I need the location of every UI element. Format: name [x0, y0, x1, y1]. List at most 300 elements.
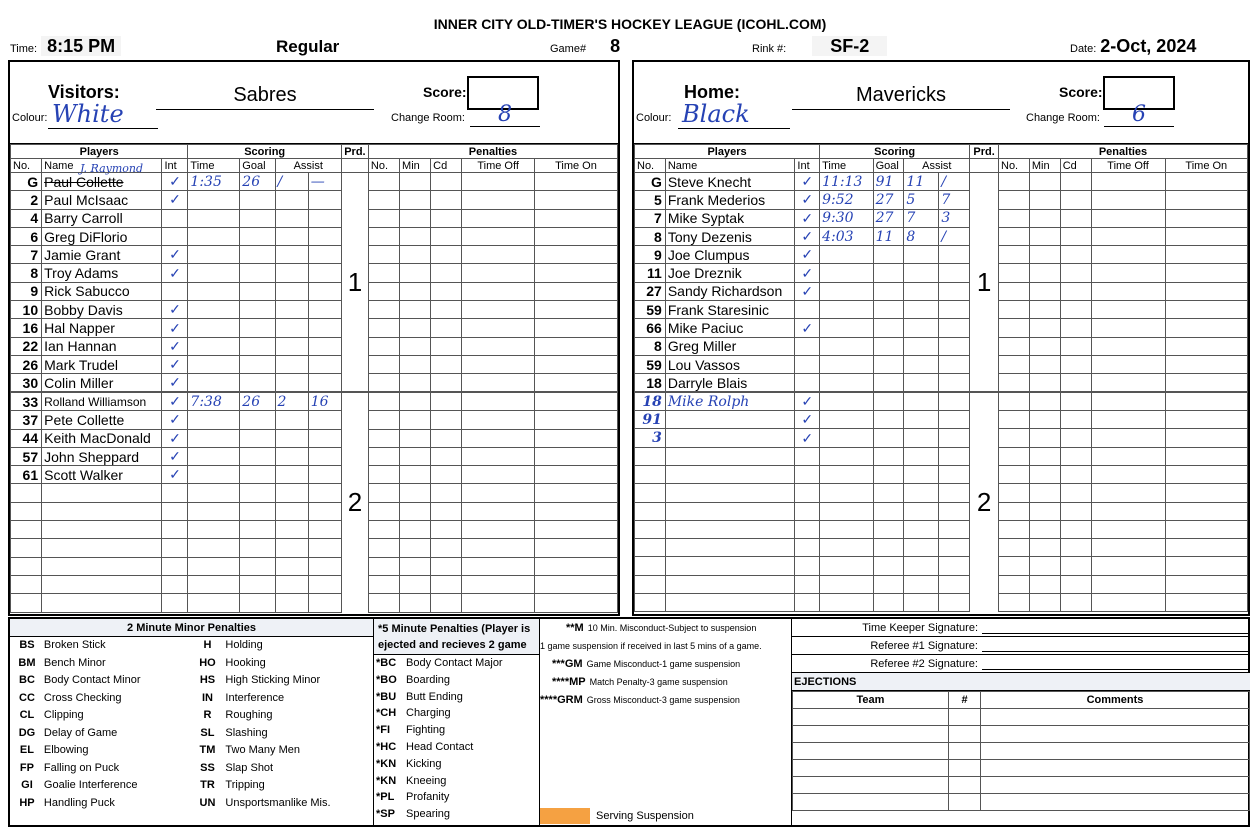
penalty-cell[interactable] — [1060, 227, 1091, 245]
penalty-cell[interactable] — [1165, 209, 1247, 227]
penalty-cell[interactable] — [999, 246, 1030, 264]
player-in-check[interactable] — [795, 484, 820, 502]
scoring-a2[interactable] — [308, 484, 341, 502]
scoring-a1[interactable] — [904, 557, 939, 575]
player-in-check[interactable]: ✓ — [162, 447, 188, 465]
player-number[interactable] — [635, 520, 666, 538]
penalty-cell[interactable] — [999, 374, 1030, 392]
scoring-goal[interactable] — [873, 319, 904, 337]
player-name[interactable]: Keith MacDonald — [42, 429, 162, 447]
scoring-a2[interactable] — [939, 246, 970, 264]
player-number[interactable]: 8 — [635, 227, 666, 245]
player-number[interactable]: 9 — [635, 246, 666, 264]
scoring-a1[interactable] — [275, 264, 308, 282]
player-name[interactable]: Ian Hannan — [42, 337, 162, 355]
penalty-cell[interactable] — [462, 392, 535, 411]
penalty-cell[interactable] — [1060, 246, 1091, 264]
scoring-a2[interactable] — [939, 264, 970, 282]
scoring-time[interactable] — [188, 484, 240, 502]
scoring-a1[interactable] — [904, 392, 939, 411]
penalty-cell[interactable] — [462, 466, 535, 484]
player-name[interactable]: Steve Knecht — [665, 173, 795, 191]
scoring-goal[interactable] — [873, 355, 904, 373]
player-number[interactable]: 59 — [635, 355, 666, 373]
penalty-cell[interactable] — [462, 521, 535, 539]
penalty-cell[interactable] — [1060, 191, 1091, 209]
scoring-goal[interactable] — [873, 282, 904, 300]
penalty-cell[interactable] — [999, 447, 1030, 465]
scoring-time[interactable] — [188, 521, 240, 539]
scoring-time[interactable]: 4:03 — [820, 227, 873, 245]
penalty-cell[interactable] — [368, 411, 399, 429]
player-in-check[interactable] — [795, 465, 820, 483]
penalty-cell[interactable] — [368, 466, 399, 484]
penalty-cell[interactable] — [1091, 520, 1165, 538]
scoring-a2[interactable] — [939, 301, 970, 319]
scoring-a2[interactable] — [308, 209, 341, 227]
scoring-goal[interactable] — [240, 521, 275, 539]
scoring-time[interactable] — [188, 502, 240, 520]
scoring-a2[interactable] — [308, 301, 341, 319]
player-in-check[interactable] — [795, 301, 820, 319]
player-name[interactable] — [665, 484, 795, 502]
player-number[interactable] — [635, 557, 666, 575]
penalty-cell[interactable] — [1091, 392, 1165, 411]
scoring-a1[interactable] — [275, 557, 308, 575]
player-in-check[interactable]: ✓ — [162, 374, 188, 393]
penalty-cell[interactable] — [462, 502, 535, 520]
player-number[interactable] — [11, 521, 42, 539]
penalty-cell[interactable] — [431, 191, 462, 209]
penalty-cell[interactable] — [431, 246, 462, 264]
scoring-a1[interactable] — [275, 301, 308, 319]
player-in-check[interactable] — [162, 594, 188, 612]
scoring-time[interactable] — [820, 355, 873, 373]
penalty-cell[interactable] — [1091, 282, 1165, 300]
penalty-cell[interactable] — [1029, 191, 1060, 209]
penalty-cell[interactable] — [400, 557, 431, 575]
penalty-cell[interactable] — [462, 173, 535, 191]
scoring-a2[interactable]: — — [308, 173, 341, 191]
scoring-a2[interactable] — [939, 575, 970, 593]
scoring-a1[interactable] — [275, 575, 308, 593]
scoring-a2[interactable] — [308, 191, 341, 209]
player-number[interactable]: 18 — [635, 392, 666, 411]
scoring-a1[interactable] — [275, 282, 308, 300]
scoring-time[interactable]: 1:35 — [188, 173, 240, 191]
player-number[interactable]: 37 — [11, 411, 42, 429]
penalty-cell[interactable] — [999, 520, 1030, 538]
penalty-cell[interactable] — [534, 447, 617, 465]
player-name[interactable]: Darryle Blais — [665, 374, 795, 392]
scoring-time[interactable] — [820, 484, 873, 502]
scoring-a2[interactable] — [308, 411, 341, 429]
player-number[interactable]: 18 — [635, 374, 666, 392]
penalty-cell[interactable] — [368, 484, 399, 502]
penalty-cell[interactable] — [431, 301, 462, 319]
scoring-time[interactable]: 9:52 — [820, 191, 873, 209]
penalty-cell[interactable] — [534, 374, 617, 393]
scoring-a1[interactable] — [904, 319, 939, 337]
scoring-a2[interactable] — [939, 411, 970, 429]
player-name[interactable] — [42, 521, 162, 539]
scoring-a2[interactable] — [308, 227, 341, 245]
scoring-time[interactable] — [820, 502, 873, 520]
penalty-cell[interactable] — [1060, 557, 1091, 575]
penalty-cell[interactable] — [534, 502, 617, 520]
scoring-time[interactable] — [820, 264, 873, 282]
scoring-time[interactable] — [188, 319, 240, 337]
scoring-a1[interactable] — [275, 374, 308, 393]
scoring-a1[interactable]: / — [275, 173, 308, 191]
player-number[interactable] — [11, 575, 42, 593]
visitors-team-name[interactable]: Sabres — [156, 84, 374, 110]
scoring-goal[interactable] — [240, 264, 275, 282]
player-name[interactable] — [42, 557, 162, 575]
penalty-cell[interactable] — [1091, 374, 1165, 392]
player-name[interactable]: Mike Syptak — [665, 209, 795, 227]
penalty-cell[interactable] — [462, 575, 535, 593]
penalty-cell[interactable] — [1060, 301, 1091, 319]
penalty-cell[interactable] — [1091, 355, 1165, 373]
scoring-goal[interactable] — [873, 301, 904, 319]
penalty-cell[interactable] — [1060, 282, 1091, 300]
player-in-check[interactable] — [795, 520, 820, 538]
scoring-a1[interactable] — [904, 411, 939, 429]
penalty-cell[interactable] — [1091, 337, 1165, 355]
player-number[interactable] — [11, 594, 42, 612]
scoring-a1[interactable] — [275, 484, 308, 502]
penalty-cell[interactable] — [400, 466, 431, 484]
penalty-cell[interactable] — [534, 355, 617, 373]
home-team-name[interactable]: Mavericks — [792, 84, 1010, 110]
player-number[interactable]: 9 — [11, 282, 42, 300]
player-name[interactable] — [665, 502, 795, 520]
penalty-cell[interactable] — [368, 575, 399, 593]
penalty-cell[interactable] — [1091, 319, 1165, 337]
player-in-check[interactable] — [795, 557, 820, 575]
scoring-a2[interactable] — [308, 374, 341, 393]
scoring-a1[interactable] — [904, 337, 939, 355]
penalty-cell[interactable] — [1029, 520, 1060, 538]
penalty-cell[interactable] — [368, 447, 399, 465]
penalty-cell[interactable] — [368, 301, 399, 319]
player-in-check[interactable]: ✓ — [162, 337, 188, 355]
scoring-goal[interactable]: 26 — [240, 392, 275, 411]
scoring-goal[interactable] — [240, 447, 275, 465]
penalty-cell[interactable] — [400, 429, 431, 447]
penalty-cell[interactable] — [462, 227, 535, 245]
scoring-goal[interactable] — [240, 337, 275, 355]
player-name[interactable] — [42, 594, 162, 612]
player-number[interactable]: 6 — [11, 227, 42, 245]
penalty-cell[interactable] — [400, 319, 431, 337]
penalty-cell[interactable] — [400, 521, 431, 539]
penalty-cell[interactable] — [400, 392, 431, 411]
penalty-cell[interactable] — [368, 209, 399, 227]
penalty-cell[interactable] — [999, 301, 1030, 319]
scoring-time[interactable] — [188, 355, 240, 373]
penalty-cell[interactable] — [1060, 465, 1091, 483]
penalty-cell[interactable] — [1091, 264, 1165, 282]
player-name[interactable] — [665, 575, 795, 593]
penalty-cell[interactable] — [999, 227, 1030, 245]
player-name[interactable]: Barry Carroll — [42, 209, 162, 227]
scoring-time[interactable] — [820, 411, 873, 429]
scoring-goal[interactable] — [873, 264, 904, 282]
penalty-cell[interactable] — [368, 502, 399, 520]
penalty-cell[interactable] — [1165, 575, 1247, 593]
scoring-a1[interactable] — [904, 447, 939, 465]
player-in-check[interactable]: ✓ — [795, 411, 820, 429]
scoring-goal[interactable] — [873, 246, 904, 264]
signature-line[interactable] — [982, 637, 1250, 652]
scoring-goal[interactable] — [240, 374, 275, 393]
player-in-check[interactable]: ✓ — [795, 282, 820, 300]
penalty-cell[interactable] — [1091, 301, 1165, 319]
scoring-a1[interactable] — [275, 191, 308, 209]
player-in-check[interactable] — [162, 575, 188, 593]
player-name[interactable]: Paul Collette — [42, 173, 162, 191]
penalty-cell[interactable] — [534, 337, 617, 355]
player-number[interactable]: 44 — [11, 429, 42, 447]
scoring-a2[interactable]: / — [939, 173, 970, 191]
player-name[interactable] — [42, 575, 162, 593]
player-number[interactable] — [11, 484, 42, 502]
player-in-check[interactable] — [162, 209, 188, 227]
player-in-check[interactable] — [795, 447, 820, 465]
scoring-a1[interactable] — [904, 594, 939, 612]
scoring-time[interactable] — [820, 575, 873, 593]
scoring-a1[interactable] — [275, 355, 308, 373]
penalty-cell[interactable] — [400, 594, 431, 612]
penalty-cell[interactable] — [1165, 246, 1247, 264]
penalty-cell[interactable] — [368, 264, 399, 282]
penalty-cell[interactable] — [1165, 374, 1247, 392]
player-in-check[interactable] — [162, 521, 188, 539]
scoring-time[interactable] — [188, 301, 240, 319]
scoring-goal[interactable]: 91 — [873, 173, 904, 191]
penalty-cell[interactable] — [999, 319, 1030, 337]
penalty-cell[interactable] — [400, 264, 431, 282]
scoring-goal[interactable] — [240, 191, 275, 209]
penalty-cell[interactable] — [1029, 209, 1060, 227]
scoring-time[interactable] — [188, 282, 240, 300]
penalty-cell[interactable] — [462, 539, 535, 557]
scoring-goal[interactable] — [240, 301, 275, 319]
player-number[interactable]: 7 — [11, 246, 42, 264]
scoring-goal[interactable] — [873, 484, 904, 502]
penalty-cell[interactable] — [368, 539, 399, 557]
scoring-time[interactable] — [820, 520, 873, 538]
penalty-cell[interactable] — [462, 484, 535, 502]
penalty-cell[interactable] — [368, 227, 399, 245]
penalty-cell[interactable] — [1060, 447, 1091, 465]
penalty-cell[interactable] — [1029, 319, 1060, 337]
penalty-cell[interactable] — [431, 447, 462, 465]
scoring-a1[interactable]: 8 — [904, 227, 939, 245]
scoring-a2[interactable] — [308, 264, 341, 282]
signature-line[interactable] — [982, 619, 1250, 634]
scoring-a2[interactable] — [308, 447, 341, 465]
penalty-cell[interactable] — [1165, 282, 1247, 300]
penalty-cell[interactable] — [1029, 355, 1060, 373]
penalty-cell[interactable] — [1165, 301, 1247, 319]
player-name[interactable]: Lou Vassos — [665, 355, 795, 373]
scoring-time[interactable] — [188, 557, 240, 575]
player-number[interactable] — [635, 575, 666, 593]
player-number[interactable]: G — [635, 173, 666, 191]
penalty-cell[interactable] — [1060, 173, 1091, 191]
scoring-a1[interactable] — [275, 539, 308, 557]
penalty-cell[interactable] — [462, 209, 535, 227]
scoring-a1[interactable]: 2 — [275, 392, 308, 411]
scoring-time[interactable] — [820, 246, 873, 264]
scoring-a1[interactable] — [904, 282, 939, 300]
penalty-cell[interactable] — [534, 301, 617, 319]
penalty-cell[interactable] — [431, 557, 462, 575]
scoring-goal[interactable] — [240, 575, 275, 593]
player-name[interactable] — [42, 539, 162, 557]
scoring-goal[interactable] — [873, 429, 904, 447]
scoring-time[interactable] — [188, 429, 240, 447]
penalty-cell[interactable] — [534, 575, 617, 593]
penalty-cell[interactable] — [462, 282, 535, 300]
scoring-time[interactable] — [188, 191, 240, 209]
penalty-cell[interactable] — [1060, 594, 1091, 612]
scoring-a1[interactable] — [275, 594, 308, 612]
penalty-cell[interactable] — [1091, 484, 1165, 502]
player-in-check[interactable]: ✓ — [795, 392, 820, 411]
scoring-a2[interactable] — [308, 575, 341, 593]
player-number[interactable]: 22 — [11, 337, 42, 355]
penalty-cell[interactable] — [1029, 282, 1060, 300]
penalty-cell[interactable] — [1165, 539, 1247, 557]
scoring-time[interactable] — [188, 374, 240, 393]
player-number[interactable] — [635, 484, 666, 502]
player-in-check[interactable] — [795, 594, 820, 612]
penalty-cell[interactable] — [462, 411, 535, 429]
penalty-cell[interactable] — [462, 301, 535, 319]
player-number[interactable]: 10 — [11, 301, 42, 319]
scoring-time[interactable] — [188, 539, 240, 557]
penalty-cell[interactable] — [534, 191, 617, 209]
player-number[interactable]: 33 — [11, 392, 42, 411]
scoring-goal[interactable] — [240, 502, 275, 520]
penalty-cell[interactable] — [1060, 484, 1091, 502]
scoring-a2[interactable] — [308, 557, 341, 575]
scoring-time[interactable] — [188, 337, 240, 355]
scoring-a2[interactable] — [939, 374, 970, 392]
penalty-cell[interactable] — [400, 301, 431, 319]
penalty-cell[interactable] — [1165, 429, 1247, 447]
scoring-a2[interactable] — [308, 502, 341, 520]
penalty-cell[interactable] — [400, 575, 431, 593]
player-name[interactable]: Mike Rolph — [665, 392, 795, 411]
scoring-time[interactable] — [820, 539, 873, 557]
penalty-cell[interactable] — [400, 173, 431, 191]
penalty-cell[interactable] — [431, 173, 462, 191]
penalty-cell[interactable] — [1165, 411, 1247, 429]
penalty-cell[interactable] — [534, 227, 617, 245]
player-number[interactable]: 8 — [635, 337, 666, 355]
player-in-check[interactable] — [162, 484, 188, 502]
penalty-cell[interactable] — [1165, 557, 1247, 575]
scoring-a2[interactable]: 16 — [308, 392, 341, 411]
player-number[interactable]: 59 — [635, 301, 666, 319]
penalty-cell[interactable] — [1029, 227, 1060, 245]
player-name[interactable]: Tony Dezenis — [665, 227, 795, 245]
penalty-cell[interactable] — [534, 466, 617, 484]
scoring-a1[interactable] — [904, 575, 939, 593]
penalty-cell[interactable] — [462, 319, 535, 337]
player-in-check[interactable] — [795, 575, 820, 593]
penalty-cell[interactable] — [1029, 539, 1060, 557]
scoring-a2[interactable] — [308, 282, 341, 300]
penalty-cell[interactable] — [1091, 209, 1165, 227]
penalty-cell[interactable] — [368, 521, 399, 539]
penalty-cell[interactable] — [534, 521, 617, 539]
scoring-a2[interactable] — [939, 594, 970, 612]
scoring-goal[interactable] — [873, 575, 904, 593]
scoring-goal[interactable] — [240, 282, 275, 300]
player-name[interactable]: John Sheppard — [42, 447, 162, 465]
scoring-a2[interactable] — [939, 502, 970, 520]
penalty-cell[interactable] — [400, 246, 431, 264]
scoring-goal[interactable] — [240, 246, 275, 264]
scoring-a1[interactable] — [275, 429, 308, 447]
scoring-a1[interactable] — [275, 466, 308, 484]
scoring-a1[interactable] — [904, 264, 939, 282]
penalty-cell[interactable] — [1165, 484, 1247, 502]
penalty-cell[interactable] — [431, 484, 462, 502]
player-number[interactable]: 30 — [11, 374, 42, 393]
scoring-a1[interactable] — [904, 520, 939, 538]
scoring-a1[interactable] — [904, 374, 939, 392]
scoring-a2[interactable] — [308, 246, 341, 264]
player-number[interactable]: 2 — [11, 191, 42, 209]
penalty-cell[interactable] — [1060, 392, 1091, 411]
penalty-cell[interactable] — [431, 575, 462, 593]
scoring-a2[interactable] — [939, 557, 970, 575]
visitors-change-room-value[interactable]: 8 — [470, 104, 540, 127]
scoring-time[interactable] — [188, 411, 240, 429]
scoring-time[interactable] — [188, 264, 240, 282]
player-in-check[interactable] — [162, 227, 188, 245]
player-name[interactable] — [665, 520, 795, 538]
player-name[interactable]: Paul McIsaac — [42, 191, 162, 209]
scoring-a1[interactable]: 11 — [904, 173, 939, 191]
penalty-cell[interactable] — [1029, 429, 1060, 447]
scoring-time[interactable] — [188, 447, 240, 465]
scoring-a2[interactable] — [308, 319, 341, 337]
player-name[interactable]: Colin Miller — [42, 374, 162, 393]
scoring-goal[interactable]: 26 — [240, 173, 275, 191]
penalty-cell[interactable] — [534, 264, 617, 282]
penalty-cell[interactable] — [1029, 392, 1060, 411]
penalty-cell[interactable] — [431, 337, 462, 355]
penalty-cell[interactable] — [1060, 411, 1091, 429]
scoring-a2[interactable] — [308, 466, 341, 484]
scoring-time[interactable] — [820, 465, 873, 483]
scoring-a1[interactable] — [904, 484, 939, 502]
penalty-cell[interactable] — [1091, 557, 1165, 575]
penalty-cell[interactable] — [1060, 337, 1091, 355]
scoring-a1[interactable] — [275, 227, 308, 245]
scoring-time[interactable] — [820, 447, 873, 465]
scoring-a2[interactable] — [308, 539, 341, 557]
penalty-cell[interactable] — [1091, 594, 1165, 612]
